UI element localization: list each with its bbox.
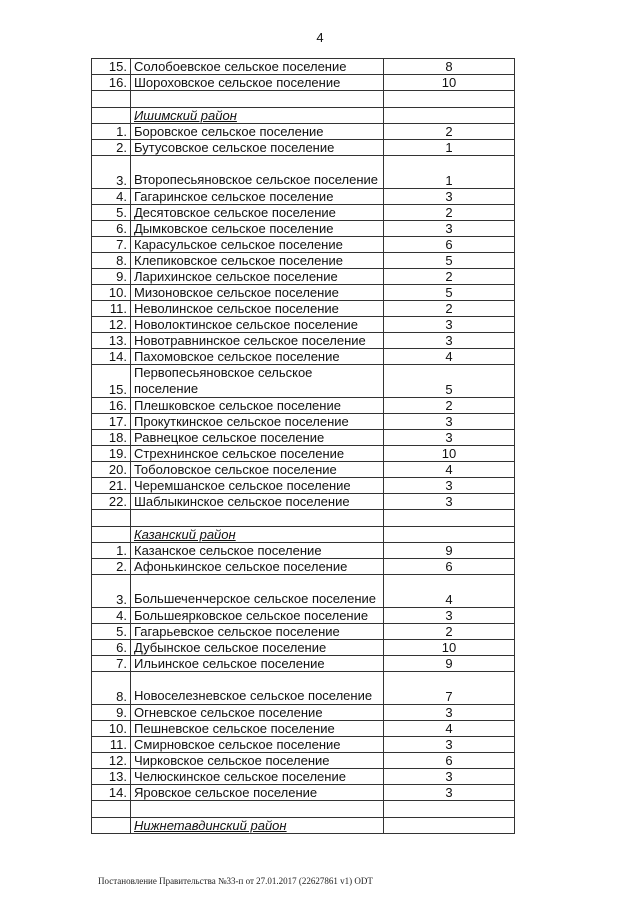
row-number: 5. bbox=[92, 624, 131, 640]
table-row bbox=[92, 575, 515, 608]
table-row bbox=[92, 624, 515, 640]
settlement-name: Тоболовское сельское поселение bbox=[131, 462, 384, 478]
settlement-name: Новотравнинское сельское поселение bbox=[131, 333, 384, 349]
table-row bbox=[92, 285, 515, 301]
row-number: 6. bbox=[92, 221, 131, 237]
settlement-name: Плешковское сельское поселение bbox=[131, 398, 384, 414]
settlement-value: 2 bbox=[384, 124, 515, 140]
settlement-name: Дубынское сельское поселение bbox=[131, 640, 384, 656]
district-row bbox=[92, 527, 515, 543]
settlement-name: Яровское сельское поселение bbox=[131, 785, 384, 801]
settlement-name: Дымковское сельское поселение bbox=[131, 221, 384, 237]
district-name: Нижнетавдинский район bbox=[134, 818, 287, 833]
row-number: 9. bbox=[92, 705, 131, 721]
settlement-value: 3 bbox=[384, 333, 515, 349]
settlement-value: 3 bbox=[384, 737, 515, 753]
settlement-value: 2 bbox=[384, 269, 515, 285]
settlement-name: Карасульское сельское поселение bbox=[131, 237, 384, 253]
settlement-value bbox=[384, 91, 515, 108]
row-number: 19. bbox=[92, 446, 131, 462]
settlement-value: 10 bbox=[384, 446, 515, 462]
row-number: 12. bbox=[92, 317, 131, 333]
settlement-value: 3 bbox=[384, 221, 515, 237]
settlement-name: Солобоевское сельское поселение bbox=[131, 59, 384, 75]
settlement-name: Прокуткинское сельское поселение bbox=[131, 414, 384, 430]
settlement-name: Ларихинское сельское поселение bbox=[131, 269, 384, 285]
table-row bbox=[92, 672, 515, 705]
spacer-row bbox=[92, 510, 515, 527]
settlement-value: 3 bbox=[384, 478, 515, 494]
settlement-name: Бутусовское сельское поселение bbox=[131, 140, 384, 156]
settlement-value: 1 bbox=[384, 140, 515, 156]
table-row bbox=[92, 301, 515, 317]
row-number: 14. bbox=[92, 785, 131, 801]
page-number: 4 bbox=[316, 30, 324, 45]
row-number: 1. bbox=[92, 543, 131, 559]
row-number: 12. bbox=[92, 753, 131, 769]
row-number: 2. bbox=[92, 140, 131, 156]
settlement-name: Челюскинское сельское поселение bbox=[131, 769, 384, 785]
settlement-name: Большеченчерское сельское поселение bbox=[131, 575, 384, 608]
table-row bbox=[92, 737, 515, 753]
district-heading bbox=[131, 818, 384, 834]
settlement-value: 3 bbox=[384, 430, 515, 446]
table-row bbox=[92, 333, 515, 349]
settlement-value: 4 bbox=[384, 462, 515, 478]
settlement-name: Неволинское сельское поселение bbox=[131, 301, 384, 317]
row-number: 20. bbox=[92, 462, 131, 478]
settlement-name: Большеярковское сельское поселение bbox=[131, 608, 384, 624]
row-number: 11. bbox=[92, 301, 131, 317]
table-row bbox=[92, 269, 515, 285]
settlement-name: Первопесьяновское сельское поселение bbox=[131, 365, 384, 398]
table-row bbox=[92, 608, 515, 624]
settlement-value: 6 bbox=[384, 753, 515, 769]
settlement-value: 3 bbox=[384, 608, 515, 624]
table-row bbox=[92, 753, 515, 769]
settlement-value: 3 bbox=[384, 705, 515, 721]
settlement-name bbox=[131, 91, 384, 108]
row-number bbox=[92, 108, 131, 124]
table-row bbox=[92, 156, 515, 189]
settlement-value: 5 bbox=[384, 253, 515, 269]
row-number: 4. bbox=[92, 608, 131, 624]
settlement-value: 2 bbox=[384, 301, 515, 317]
settlement-value: 7 bbox=[384, 672, 515, 705]
row-number: 6. bbox=[92, 640, 131, 656]
row-number: 21. bbox=[92, 478, 131, 494]
settlement-name bbox=[131, 510, 384, 527]
row-number: 2. bbox=[92, 559, 131, 575]
settlement-name: Пахомовское сельское поселение bbox=[131, 349, 384, 365]
table-row bbox=[92, 559, 515, 575]
settlement-value: 5 bbox=[384, 285, 515, 301]
settlement-value: 6 bbox=[384, 559, 515, 575]
settlement-value: 10 bbox=[384, 75, 515, 91]
row-number: 5. bbox=[92, 205, 131, 221]
settlement-name: Шороховское сельское поселение bbox=[131, 75, 384, 91]
row-number bbox=[92, 510, 131, 527]
table-row bbox=[92, 640, 515, 656]
table-row bbox=[92, 543, 515, 559]
row-number bbox=[92, 91, 131, 108]
table-row bbox=[92, 414, 515, 430]
table-row bbox=[92, 124, 515, 140]
settlement-name: Огневское сельское поселение bbox=[131, 705, 384, 721]
settlement-name: Мизоновское сельское поселение bbox=[131, 285, 384, 301]
settlement-name: Новоселезневское сельское поселение bbox=[131, 672, 384, 705]
row-number: 13. bbox=[92, 769, 131, 785]
settlement-name: Афонькинское сельское поселение bbox=[131, 559, 384, 575]
settlement-name: Ильинское сельское поселение bbox=[131, 656, 384, 672]
settlement-name: Равнецкое сельское поселение bbox=[131, 430, 384, 446]
row-number: 8. bbox=[92, 672, 131, 705]
row-number: 16. bbox=[92, 398, 131, 414]
row-number: 18. bbox=[92, 430, 131, 446]
table-row bbox=[92, 446, 515, 462]
settlement-value: 4 bbox=[384, 349, 515, 365]
table-row bbox=[92, 785, 515, 801]
row-number: 15. bbox=[92, 365, 131, 398]
district-heading bbox=[131, 108, 384, 124]
settlement-value: 1 bbox=[384, 156, 515, 189]
settlement-value: 5 bbox=[384, 365, 515, 398]
settlement-value: 2 bbox=[384, 398, 515, 414]
row-number: 8. bbox=[92, 253, 131, 269]
settlement-value: 8 bbox=[384, 59, 515, 75]
settlement-name: Гагарьевское сельское поселение bbox=[131, 624, 384, 640]
settlement-name: Новолоктинское сельское поселение bbox=[131, 317, 384, 333]
settlement-name: Стрехнинское сельское поселение bbox=[131, 446, 384, 462]
settlement-value bbox=[384, 108, 515, 124]
settlement-value: 3 bbox=[384, 494, 515, 510]
settlement-value: 4 bbox=[384, 575, 515, 608]
row-number: 10. bbox=[92, 285, 131, 301]
table-row bbox=[92, 365, 515, 398]
document-footer: Постановление Правительства №33-п от 27.01.2017 (22627861 v1) ODT bbox=[98, 876, 373, 886]
settlement-value: 10 bbox=[384, 640, 515, 656]
table-row bbox=[92, 349, 515, 365]
settlement-name: Клепиковское сельское поселение bbox=[131, 253, 384, 269]
table-row bbox=[92, 656, 515, 672]
row-number: 7. bbox=[92, 237, 131, 253]
settlement-value: 4 bbox=[384, 721, 515, 737]
spacer-row bbox=[92, 91, 515, 108]
row-number bbox=[92, 818, 131, 834]
settlement-name: Черемшанское сельское поселение bbox=[131, 478, 384, 494]
table-row bbox=[92, 430, 515, 446]
settlement-name: Шаблыкинское сельское поселение bbox=[131, 494, 384, 510]
row-number: 1. bbox=[92, 124, 131, 140]
row-number: 15. bbox=[92, 59, 131, 75]
settlement-value bbox=[384, 801, 515, 818]
settlement-value bbox=[384, 818, 515, 834]
settlement-value: 3 bbox=[384, 317, 515, 333]
row-number: 4. bbox=[92, 189, 131, 205]
row-number bbox=[92, 801, 131, 818]
settlements-table-body bbox=[92, 59, 515, 834]
district-row bbox=[92, 108, 515, 124]
row-number bbox=[92, 527, 131, 543]
table-row bbox=[92, 721, 515, 737]
table-row bbox=[92, 189, 515, 205]
settlement-value bbox=[384, 527, 515, 543]
district-name: Ишимский район bbox=[134, 108, 237, 123]
settlement-name: Чирковское сельское поселение bbox=[131, 753, 384, 769]
settlement-name: Смирновское сельское поселение bbox=[131, 737, 384, 753]
table-row bbox=[92, 140, 515, 156]
settlement-value: 3 bbox=[384, 189, 515, 205]
table-row bbox=[92, 398, 515, 414]
table-row bbox=[92, 59, 515, 75]
table-row bbox=[92, 205, 515, 221]
settlement-value: 3 bbox=[384, 785, 515, 801]
table-row bbox=[92, 237, 515, 253]
settlement-name: Пешневское сельское поселение bbox=[131, 721, 384, 737]
row-number: 10. bbox=[92, 721, 131, 737]
row-number: 16. bbox=[92, 75, 131, 91]
table-row bbox=[92, 769, 515, 785]
settlement-value: 9 bbox=[384, 543, 515, 559]
row-number: 9. bbox=[92, 269, 131, 285]
settlement-name: Гагаринское сельское поселение bbox=[131, 189, 384, 205]
settlement-value: 3 bbox=[384, 769, 515, 785]
table-row bbox=[92, 462, 515, 478]
district-heading bbox=[131, 527, 384, 543]
settlement-name bbox=[131, 801, 384, 818]
table-row bbox=[92, 221, 515, 237]
settlement-name: Второпесьяновское сельское поселение bbox=[131, 156, 384, 189]
row-number: 11. bbox=[92, 737, 131, 753]
spacer-row bbox=[92, 801, 515, 818]
settlements-table bbox=[91, 58, 515, 834]
table-row bbox=[92, 494, 515, 510]
table-row bbox=[92, 705, 515, 721]
settlement-value: 2 bbox=[384, 205, 515, 221]
district-name: Казанский район bbox=[134, 527, 236, 542]
row-number: 13. bbox=[92, 333, 131, 349]
district-row bbox=[92, 818, 515, 834]
row-number: 3. bbox=[92, 156, 131, 189]
row-number: 7. bbox=[92, 656, 131, 672]
row-number: 14. bbox=[92, 349, 131, 365]
settlement-value: 9 bbox=[384, 656, 515, 672]
table-row bbox=[92, 317, 515, 333]
settlement-value: 2 bbox=[384, 624, 515, 640]
table-row bbox=[92, 75, 515, 91]
table-row bbox=[92, 478, 515, 494]
settlement-name: Казанское сельское поселение bbox=[131, 543, 384, 559]
row-number: 22. bbox=[92, 494, 131, 510]
table-row bbox=[92, 253, 515, 269]
row-number: 17. bbox=[92, 414, 131, 430]
settlement-name: Десятовское сельское поселение bbox=[131, 205, 384, 221]
settlement-value bbox=[384, 510, 515, 527]
settlement-value: 3 bbox=[384, 414, 515, 430]
settlement-name: Боровское сельское поселение bbox=[131, 124, 384, 140]
settlement-value: 6 bbox=[384, 237, 515, 253]
row-number: 3. bbox=[92, 575, 131, 608]
